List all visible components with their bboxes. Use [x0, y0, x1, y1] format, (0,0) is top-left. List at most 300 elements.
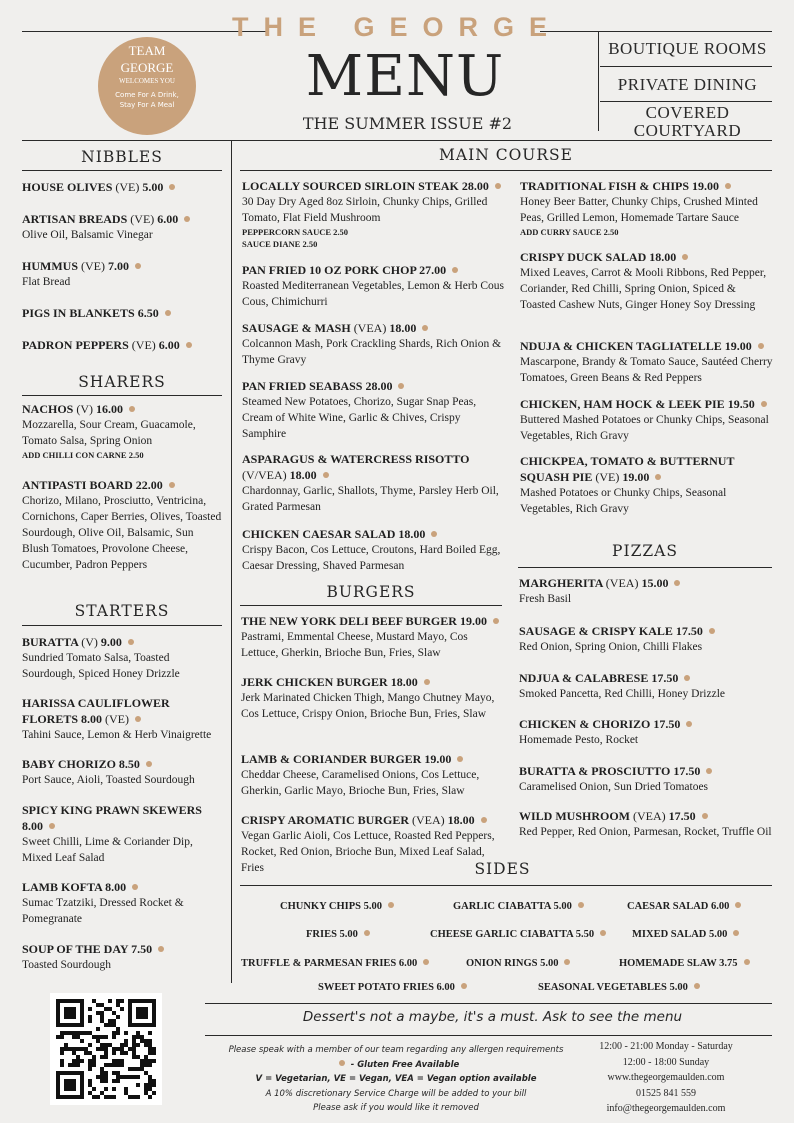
gluten-free-icon	[578, 902, 584, 908]
item-name: MARGHERITA	[519, 576, 606, 590]
menu-item	[22, 477, 222, 573]
gluten-free-icon	[339, 1060, 345, 1066]
item-title	[22, 211, 222, 227]
item-description: Smoked Pancetta, Red Chilli, Honey Drizzle	[519, 688, 725, 700]
item-price: 9.00	[100, 635, 122, 649]
section-title-pizzas: PIZZAS	[612, 542, 678, 560]
item-dietary-tag: (VEA)	[412, 813, 448, 827]
gluten-free-icon	[452, 267, 458, 273]
section-rule	[240, 605, 502, 606]
item-price: 18.00	[389, 321, 417, 335]
gluten-free-icon	[186, 342, 192, 348]
item-title	[22, 756, 222, 772]
item-name: JERK CHICKEN BURGER	[241, 675, 391, 689]
footer-rule-top	[205, 1003, 772, 1004]
qr-code-graphic	[50, 993, 162, 1105]
item-title	[22, 634, 222, 650]
item-title	[519, 716, 773, 732]
side-item-label: GARLIC CIABATTA 5.00	[453, 901, 572, 912]
item-name: SAUSAGE & CRISPY KALE	[519, 624, 676, 638]
item-price: 8.00	[81, 712, 106, 726]
menu-item	[22, 634, 222, 682]
item-name: CHICKEN & CHORIZO	[519, 717, 654, 731]
gluten-free-icon	[422, 325, 428, 331]
item-description: Buttered Mashed Potatoes or Chunky Chips, Seasonal Vegetables, Rich Gravy	[520, 414, 769, 442]
allergen-info	[200, 1043, 592, 1116]
gluten-free-icon	[132, 884, 138, 890]
item-title	[520, 453, 774, 485]
item-description: 30 Day Dry Aged 8oz Sirloin, Chunky Chips, Grilled Tomato, Flat Field Mushroom	[242, 196, 488, 224]
item-dietary-tag: (VE)	[105, 712, 130, 726]
item-dietary-tag: (VEA)	[633, 809, 669, 823]
column-divider	[231, 140, 232, 983]
item-description: Tahini Sauce, Lemon & Herb Vinaigrette	[22, 729, 212, 741]
item-name: PADRON PEPPERS	[22, 338, 132, 352]
section-rule	[518, 567, 772, 568]
gluten-free-icon	[184, 216, 190, 222]
gluten-free-icon	[165, 310, 171, 316]
side-item-label: HOMEMADE SLAW 3.75	[619, 958, 738, 969]
menu-item	[22, 179, 222, 195]
side-item-label: CHEESE GARLIC CIABATTA 5.50	[430, 929, 595, 940]
item-name: PAN FRIED 10 OZ PORK CHOP	[242, 263, 420, 277]
gluten-free-icon	[758, 343, 764, 349]
gluten-free-icon	[733, 930, 739, 936]
item-name: WILD MUSHROOM	[519, 809, 633, 823]
gluten-free-icon	[128, 639, 134, 645]
item-dietary-tag: (VE)	[595, 470, 623, 484]
gluten-free-icon	[364, 930, 370, 936]
badge-line-george: GEORGE	[120, 60, 174, 75]
header-bottom-rule	[22, 140, 772, 141]
item-title	[241, 674, 503, 690]
gluten-free-icon	[493, 618, 499, 624]
menu-item	[241, 812, 503, 876]
tab-covered[interactable]: COVERED	[645, 103, 730, 122]
badge-line-meal: Stay For A Meal	[119, 101, 175, 109]
item-price: 18.00	[447, 813, 475, 827]
gluten-free-icon	[169, 184, 175, 190]
item-title	[22, 879, 222, 895]
section-title-nibbles: NIBBLES	[81, 148, 163, 166]
service-charge-line: A 10% discretionary Service Charge will be added to your bill	[265, 1088, 527, 1099]
menu-item	[22, 401, 222, 461]
item-price: 22.00	[135, 478, 163, 492]
item-name: BURATTA & PROSCIUTTO	[519, 764, 674, 778]
section-title-burgers: BURGERS	[326, 583, 416, 601]
item-name: ANTIPASTI BOARD	[22, 478, 136, 492]
item-dietary-tag: (V/VEA)	[242, 468, 290, 482]
menu-item	[242, 526, 504, 574]
qr-code[interactable]	[50, 993, 162, 1105]
side-item	[280, 901, 394, 912]
item-title	[22, 941, 222, 957]
contact-info	[596, 1039, 736, 1117]
item-title	[242, 320, 504, 336]
gluten-free-icon	[481, 817, 487, 823]
item-dietary-tag: (VE)	[131, 338, 159, 352]
section-title-sides: SIDES	[474, 860, 531, 878]
item-price: 28.00	[461, 179, 489, 193]
item-title	[519, 575, 773, 591]
gluten-free-icon	[388, 902, 394, 908]
item-name: LAMB KOFTA	[22, 880, 106, 894]
item-name: HOUSE OLIVES	[22, 180, 116, 194]
item-description: Crispy Bacon, Cos Lettuce, Croutons, Hard Boiled Egg, Caesar Dressing, Shaved Parmesan	[242, 544, 501, 572]
item-description: Mozzarella, Sour Cream, Guacamole, Tomato Salsa, Spring Onion	[22, 419, 196, 447]
item-price: 8.00	[22, 819, 43, 833]
menu-item	[520, 249, 774, 313]
item-price: 5.00	[142, 180, 164, 194]
side-item	[466, 958, 570, 969]
item-title	[22, 258, 222, 274]
badge-line-team: TEAM	[128, 43, 166, 58]
gluten-free-icon	[684, 675, 690, 681]
item-description: Red Pepper, Red Onion, Parmesan, Rocket, Truffle Oil	[519, 826, 772, 838]
gluten-free-icon	[761, 401, 767, 407]
menu-item	[22, 258, 222, 290]
tab-private-dining[interactable]: PRIVATE DINING	[617, 75, 758, 94]
item-name: TRADITIONAL FISH & CHIPS	[520, 179, 693, 193]
gluten-free-icon	[694, 983, 700, 989]
item-name: CRISPY AROMATIC BURGER	[241, 813, 413, 827]
menu-item	[22, 802, 222, 866]
brand-name: THE GEORGE	[231, 12, 563, 42]
item-price: 15.00	[641, 576, 669, 590]
welcome-badge	[98, 37, 196, 135]
item-name: SOUP OF THE DAY	[22, 942, 132, 956]
item-dietary-tag: (VEA)	[353, 321, 390, 335]
item-name: LAMB & CORIANDER BURGER	[241, 752, 425, 766]
side-item-label: CAESAR SALAD 6.00	[627, 901, 730, 912]
side-item	[632, 929, 739, 940]
section-rule	[240, 885, 772, 886]
allergen-line: Please speak with a member of our team regarding any allergen requirements	[228, 1045, 564, 1055]
menu-item	[520, 178, 774, 238]
menu-item	[519, 763, 773, 795]
menu-item	[519, 575, 773, 607]
item-price: 6.00	[157, 212, 179, 226]
gluten-free-icon	[398, 383, 404, 389]
item-description: Port Sauce, Aioli, Toasted Sourdough	[22, 774, 195, 786]
gluten-free-icon	[135, 263, 141, 269]
side-item-label: CHUNKY CHIPS 5.00	[280, 901, 382, 912]
item-title	[242, 262, 504, 278]
item-description: Steamed New Potatoes, Chorizo, Sugar Snap Peas, Cream of White Wine, Garlic & Chives, Crispy Samphire	[242, 396, 477, 440]
item-dietary-tag: (VE)	[115, 180, 143, 194]
menu-item	[241, 751, 503, 799]
gluten-free-icon	[135, 716, 141, 722]
item-description: Fresh Basil	[519, 593, 572, 605]
tab-courtyard: COURTYARD	[633, 121, 742, 140]
item-description: Olive Oil, Balsamic Vinegar	[22, 229, 153, 241]
item-title	[241, 751, 503, 767]
item-price: 17.50	[653, 717, 681, 731]
section-title-starters: STARTERS	[74, 602, 170, 620]
item-name: NDJUA & CALABRESE	[519, 671, 652, 685]
item-price: 6.50	[137, 306, 159, 320]
item-price: 17.50	[651, 671, 679, 685]
side-item-label: SWEET POTATO FRIES 6.00	[318, 982, 455, 993]
gluten-free-icon	[674, 580, 680, 586]
item-dietary-tag: (V)	[81, 635, 101, 649]
gluten-free-icon	[709, 628, 715, 634]
item-title	[242, 451, 504, 483]
menu-item	[520, 453, 774, 517]
menu-item	[242, 262, 504, 310]
item-title	[519, 808, 773, 824]
item-price: 18.00	[398, 527, 426, 541]
item-price: 17.50	[675, 624, 703, 638]
page-title: MENU	[305, 44, 505, 109]
menu-item	[22, 756, 222, 788]
item-title	[22, 695, 222, 727]
item-name: HARISSA CAULIFLOWER FLORETS	[22, 696, 170, 726]
item-name: PIGS IN BLANKETS	[22, 306, 138, 320]
badge-line-welcome: WELCOMES YOU	[119, 77, 175, 85]
side-item	[318, 982, 467, 993]
item-description: Sundried Tomato Salsa, Toasted Sourdough, Spiced Honey Drizzle	[22, 652, 180, 680]
opening-hours-weekday: 12:00 - 21:00 Monday - Saturday	[599, 1041, 733, 1052]
item-title	[22, 305, 222, 321]
item-title	[520, 249, 774, 265]
issue-subtitle: THE SUMMER ISSUE #2	[302, 114, 513, 133]
item-description: Honey Beer Batter, Chunky Chips, Crushed Minted Peas, Grilled Lemon, Homemade Tartare Sauce	[520, 196, 758, 224]
item-description: Flat Bread	[22, 276, 71, 288]
gluten-free-icon	[495, 183, 501, 189]
item-price: 17.50	[673, 764, 701, 778]
menu-item	[242, 378, 504, 442]
menu-item	[22, 337, 222, 353]
dessert-note: Dessert's not a maybe, it's a must. Ask to see the menu	[302, 1009, 683, 1025]
item-price: 7.50	[131, 942, 153, 956]
menu-item	[22, 211, 222, 243]
gluten-free-icon	[129, 406, 135, 412]
tab-boutique-rooms[interactable]: BOUTIQUE ROOMS	[608, 39, 767, 58]
section-rule	[22, 395, 222, 396]
side-item-label: FRIES 5.00	[306, 929, 358, 940]
item-price: 8.50	[118, 757, 140, 771]
side-item	[627, 901, 741, 912]
item-description: Homemade Pesto, Rocket	[519, 734, 639, 746]
section-rule	[240, 170, 772, 171]
side-item	[538, 982, 700, 993]
item-name: THE NEW YORK DELI BEEF BURGER	[241, 614, 460, 628]
website-link[interactable]: www.thegeorgemaulden.com	[607, 1072, 725, 1083]
gluten-free-icon	[706, 768, 712, 774]
item-name: CHICKEN, HAM HOCK & LEEK PIE	[520, 397, 728, 411]
item-price: 19.00	[459, 614, 487, 628]
gluten-free-icon	[655, 474, 661, 480]
menu-item	[519, 808, 773, 840]
menu-item	[519, 670, 773, 702]
side-item	[430, 929, 606, 940]
menu-item	[22, 879, 222, 927]
tab-rule	[600, 66, 772, 67]
gluten-free-icon	[461, 983, 467, 989]
menu-item	[22, 695, 222, 743]
item-name: CHICKPEA, TOMATO & BUTTERNUT SQUASH PIE	[520, 454, 735, 484]
menu-item	[241, 674, 503, 722]
item-price: 19.50	[727, 397, 755, 411]
item-title	[520, 338, 774, 354]
dietary-key: V = Vegetarian, VE = Vegan, VEA = Vegan option available	[255, 1074, 537, 1084]
item-price: 18.00	[390, 675, 418, 689]
item-price: 7.00	[108, 259, 129, 273]
gluten-free-icon	[423, 959, 429, 965]
service-charge-removal: Please ask if you would like it removed	[313, 1103, 479, 1113]
gluten-free-icon	[431, 531, 437, 537]
side-item	[241, 958, 429, 969]
item-description: Pastrami, Emmental Cheese, Mustard Mayo, Cos Lettuce, Gherkin, Brioche Bun, Fries, Slaw	[241, 631, 468, 659]
item-name: BURATTA	[22, 635, 82, 649]
section-rule	[22, 170, 222, 171]
item-name: PAN FRIED SEABASS	[242, 379, 366, 393]
item-price: 18.00	[289, 468, 317, 482]
item-price: 16.00	[96, 402, 124, 416]
item-description: Toasted Sourdough	[22, 959, 111, 971]
side-item	[619, 958, 750, 969]
item-price: 28.00	[365, 379, 393, 393]
item-price: 19.00	[724, 339, 752, 353]
gluten-free-icon	[682, 254, 688, 260]
item-description: Chardonnay, Garlic, Shallots, Thyme, Parsley Herb Oil, Grated Parmesan	[242, 485, 499, 513]
item-description: Sumac Tzatziki, Dressed Rocket & Pomegranate	[22, 897, 184, 925]
gluten-free-icon	[146, 761, 152, 767]
item-title	[519, 763, 773, 779]
gluten-free-line: - Gluten Free Available	[200, 1058, 592, 1073]
item-price: 6.00	[158, 338, 180, 352]
menu-item	[519, 623, 773, 655]
item-name: CHICKEN CAESAR SALAD	[242, 527, 399, 541]
item-price: 19.00	[622, 470, 650, 484]
gluten-free-icon	[725, 183, 731, 189]
item-name: SAUSAGE & MASH	[242, 321, 354, 335]
section-rule	[22, 625, 222, 626]
gluten-free-icon	[457, 756, 463, 762]
gluten-free-icon	[323, 472, 329, 478]
item-title	[519, 670, 773, 686]
item-title	[520, 178, 774, 194]
item-price: 27.00	[419, 263, 447, 277]
item-add-on: ADD CHILLI CON CARNE 2.50	[22, 450, 144, 460]
item-description: Mashed Potatoes or Chunky Chips, Seasonal Vegetables, Rich Gravy	[520, 487, 727, 515]
item-title	[520, 396, 774, 412]
item-description: Cheddar Cheese, Caramelised Onions, Cos Lettuce, Gherkin, Garlic Mayo, Brioche Bun, Fries, Slaw	[241, 769, 480, 797]
item-dietary-tag: (VEA)	[605, 576, 642, 590]
item-add-on: ADD CURRY SAUCE 2.50	[520, 227, 619, 237]
badge-line-drink: Come For A Drink,	[115, 91, 179, 99]
item-dietary-tag: (V)	[76, 402, 97, 416]
item-title	[241, 812, 503, 828]
item-title	[22, 337, 222, 353]
item-name: HUMMUS	[22, 259, 81, 273]
tabs-divider	[598, 31, 599, 131]
item-price: 19.00	[692, 179, 720, 193]
gluten-free-icon	[49, 823, 55, 829]
side-item	[453, 901, 584, 912]
side-item-label: MIXED SALAD 5.00	[632, 929, 728, 940]
item-name: CRISPY DUCK SALAD	[520, 250, 650, 264]
menu-item	[22, 305, 222, 321]
phone-number[interactable]: 01525 841 559	[636, 1087, 696, 1099]
item-name: NDUJA & CHICKEN TAGLIATELLE	[520, 339, 725, 353]
item-title	[22, 401, 222, 417]
item-title	[519, 623, 773, 639]
item-add-on: PEPPERCORN SAUCE 2.50	[242, 227, 349, 237]
side-item-label: SEASONAL VEGETABLES 5.00	[538, 982, 688, 993]
gluten-free-icon	[702, 813, 708, 819]
item-name: ARTISAN BREADS	[22, 212, 131, 226]
email-link[interactable]: info@thegeorgemaulden.com	[606, 1103, 726, 1114]
menu-item	[519, 716, 773, 748]
item-description: Jerk Marinated Chicken Thigh, Mango Chutney Mayo, Cos Lettuce, Crispy Onion, Brioche Bun, Fries, Slaw	[241, 692, 495, 720]
menu-item	[242, 178, 504, 250]
menu-item	[242, 320, 504, 368]
gluten-free-icon	[744, 959, 750, 965]
menu-item	[22, 941, 222, 973]
menu-item	[520, 396, 774, 444]
side-item-label: TRUFFLE & PARMESAN FRIES 6.00	[241, 958, 418, 969]
item-name: LOCALLY SOURCED SIRLOIN STEAK	[242, 179, 462, 193]
item-title	[22, 477, 222, 493]
item-description: Vegan Garlic Aioli, Cos Lettuce, Roasted Red Peppers, Rocket, Red Onion, Brioche Bun, Mixed Leaf Salad, Fries	[241, 830, 495, 874]
item-description: Mascarpone, Brandy & Tomato Sauce, Sautéed Cherry Tomatoes, Green Beans & Red Peppers	[520, 356, 773, 384]
item-price: 17.50	[668, 809, 696, 823]
item-dietary-tag: (VE)	[81, 259, 108, 273]
menu-item	[241, 613, 503, 661]
item-name: ASPARAGUS & WATERCRESS RISOTTO	[242, 452, 470, 466]
item-name: SPICY KING PRAWN SKEWERS	[22, 803, 202, 817]
item-description: Caramelised Onion, Sun Dried Tomatoes	[519, 781, 709, 793]
item-name: BABY CHORIZO	[22, 757, 119, 771]
item-title	[22, 802, 222, 834]
side-item	[306, 929, 370, 940]
gluten-free-icon	[169, 482, 175, 488]
item-title	[242, 378, 504, 394]
gluten-free-icon	[686, 721, 692, 727]
gluten-free-icon	[424, 679, 430, 685]
item-dietary-tag: (VE)	[130, 212, 158, 226]
gluten-free-icon	[735, 902, 741, 908]
section-title-main-course: MAIN COURSE	[439, 146, 573, 164]
section-title-sharers: SHARERS	[78, 373, 166, 391]
item-description: Red Onion, Spring Onion, Chilli Flakes	[519, 641, 703, 653]
opening-hours-sunday: 12:00 - 18:00 Sunday	[622, 1056, 710, 1068]
item-title	[241, 613, 503, 629]
menu-item	[242, 451, 504, 515]
item-description: Chorizo, Milano, Prosciutto, Ventricina, Cornichons, Caper Berries, Olives, Toasted Sourdough, Olive Oil, Balsamic, Sun Blush Tomatoes, Provolone Cheese, Cucumber, Padron Peppers	[22, 495, 222, 571]
gluten-free-icon	[564, 959, 570, 965]
item-add-on: SAUCE DIANE 2.50	[242, 239, 318, 249]
item-description: Roasted Mediterranean Vegetables, Lemon & Herb Cous Cous, Chimichurri	[242, 280, 504, 308]
item-description: Mixed Leaves, Carrot & Mooli Ribbons, Red Pepper, Coriander, Red Chilli, Spring Onion, Spiced & Toasted Cashew Nuts, Ginger Honey Soy Dressing	[520, 267, 767, 311]
menu-item	[520, 338, 774, 386]
item-price: 18.00	[649, 250, 677, 264]
item-description: Colcannon Mash, Pork Crackling Shards, Rich Onion & Thyme Gravy	[242, 338, 502, 366]
item-description: Sweet Chilli, Lime & Coriander Dip, Mixed Leaf Salad	[22, 836, 193, 864]
tab-rule	[600, 101, 772, 102]
item-price: 19.00	[424, 752, 452, 766]
side-item-label: ONION RINGS 5.00	[466, 958, 559, 969]
footer-rule-bottom	[205, 1035, 772, 1036]
gluten-free-icon	[600, 930, 606, 936]
item-title	[242, 526, 504, 542]
gluten-free-icon	[158, 946, 164, 952]
item-price: 8.00	[105, 880, 127, 894]
item-name: NACHOS	[22, 402, 77, 416]
item-title	[242, 178, 504, 194]
